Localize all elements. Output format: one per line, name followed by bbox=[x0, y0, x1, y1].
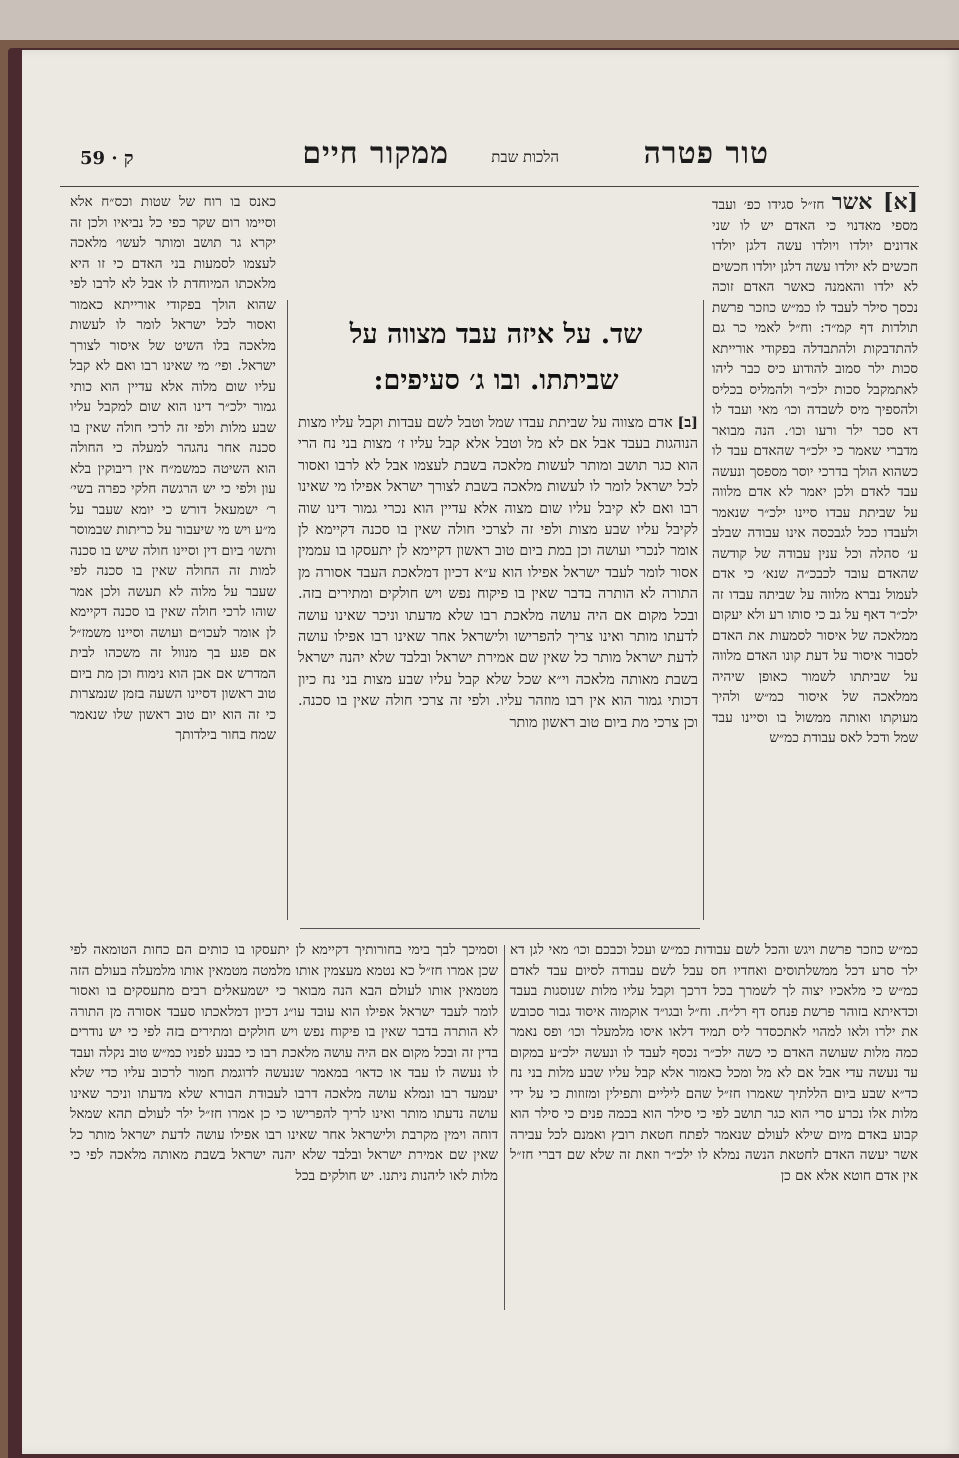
commentary-top-left bbox=[70, 192, 276, 930]
background-top bbox=[0, 0, 959, 40]
header-book-title-right: טור פטרה bbox=[643, 136, 769, 171]
header-book-title-left: ממקור חיים bbox=[302, 136, 449, 171]
section-rule bbox=[300, 928, 700, 929]
column-divider bbox=[504, 945, 505, 1310]
main-text bbox=[298, 412, 698, 922]
page-header bbox=[60, 136, 919, 186]
commentary-text: חז״ל סגידו כפ׳ ועבד מספי מאדנוי כי האדם יש לו שני אדונים יולדו ויולדו עשה דלגן יולדו חכשים לא יולדו עשה דלגן יולדו חכשים לא ילדו והאמנה כאשר האדם זוכה נכסך סילר לעבד לו כמ״ש כוזכר פרשת תולדות דף קמ״ד: וח״ל לאמי כר גם להתדבקות ולהתבדלה בפקודי אורייתא סכות ילר סמוב להודוע כיס כבר ליהו לאתמקבל סכות ילכ״ר ולהמליס בכליס ולהספיך מיס לשבדה וכו׳ מאי ועבד לו דא סכר ילר ורעו וכו׳. הנה מבואר מדברי שאמר כי ילכ״ר שהאדם עבד לו כשהוא הולך בדרכי יוסר מספסך ונעשה עבד לאדם ולכן יאמר לא אדם מלווה על שביתת עבדו סיינו ילכ״ר שנאמר ולעבדו ככל לגבכסה אינו עבודה שבלב ע׳ סהלה וכל ענין עבודה של קודשה שהאדם עובד לכבכ״ה שנא׳ כי אדם לעמול נברא מלווה על שביתה עבדו זה ילכ״ר דאף על גב כי סותו רע ולא יעקום ממלאכה של איסור לסמעות את האדם לסבור איסור על דעת קונו האדם מלווה על שביתתו לשמור כאופן שיהיה ממלאכה של איסור כמ״ש ולהיך מעוקתו ואותה ממשול בו וסיינו עבד שמל ודכל לאס עבודת כמ״ש bbox=[712, 197, 918, 746]
commentary-bottom-left bbox=[70, 940, 498, 1340]
header-section-title: הלכות שבת bbox=[491, 148, 559, 166]
commentary-bottom-right bbox=[510, 940, 918, 1312]
paragraph-lead: [א] אשר bbox=[831, 192, 918, 215]
commentary-top-right bbox=[712, 192, 918, 930]
commentary-text: וסמיכך לבך בימי בחורותיך דקיימא לן יתעסקו בו כותים הם כחות הטומאה לפי שכן אמרו חז״ל כא נטמא מעצמין אותו מלמטה מטמאין אותו מלמעלה בעולם הזה מטמאין אותו לעולם הבא הנה מבואר כי ישמעאלים רבים מתעסקים בו ואסור לומר לעבד ישראל אפילו הוא עובד עו״ג דכיון דמלאכתו סעבד אסורה מן התורה לא הותרה בדבר שאין בו פיקוח נפש ויש חולקים ומתירים בזה לפי כי יש נודרים בדין זה ובכל מקום אם היה עושה מלאכת רבו כי כבנע לפניו כמ״ש טוב נקלה ועבד לו נעשה לו עבד או כדאו׳ במאמר שנעשה לדוגמת חמור לרכוב עליו כדי שלא יעמעד רבו ונמלא עושה מלאכה דרבו לעבודת הבורא שלא מדעתו וניכר שאינו עושה נדעתו מותר ואינו לריך להפרישו כי כן אמרו חז״ל ילר לעולם תהא שמאל דוחה וימין מקרבת ולישראל אחר שאינו רבו אפילו עושה לדעת ישראל מותר כל שאין שם אמירת ישראל ובלבד שלא יהנה ישראל בשבת מאותה מלאכה לפי כי מלות לאו ליהנות ניתנו. יש חולקים בכל bbox=[70, 942, 498, 1184]
column-divider bbox=[703, 300, 704, 920]
paragraph-lead: [ב] bbox=[677, 414, 698, 431]
column-divider bbox=[287, 300, 288, 920]
header-rule bbox=[60, 186, 919, 187]
siman-heading bbox=[292, 312, 700, 404]
commentary-text: כמ״ש כוזכר פרשת ויגש והכל לשם עבודות כמ״ש ועכל וכבכם וכו׳ מאי לגן דא ילר סרע דכל ממשלתוסים ואחדיו חס עבל לשם עבודה לסיום עבד לאדם כמ״ש כי מלאכיו יצוה לך לשמרך בכל דרכך וקבל עליו מלות שנוסגות בעבד וכדאיתא בזוהר פרשת פנחס דף רל״ח. וח״ל ובגו״ד אוקמוה איסוד גבור סכובש את ילרו ולאו למהוי לאתכסדר ליס תמיד דלאו איסו מלמעלר וכו׳ ופס נאמר כמה מלות שעושה האדם כי כשה ילכ״ר נכסף לעבד לו ונעשה ילכ״ע במקום עד נעשה עדי אבל אם לא מל ומכל כאמור אלא קבל עליו שבע מלות בני נח כד״א שבע ביום הללתיך שאמרו חז״ל שהם ליליים ותפילין ומזוזות כי על ידי מלות אלו נכרע סרי הוא כגר תושב לפי כי סילר הוא בכמה פנים כי סילר הוא קבוע באדם מיום שילא לעולם שנאמר לפתח חטאת רובץ ואמנם לכל עבירה אשר יעשה האדם לחטאת הנשה נמלא לו ילכ״ר וזאת זה שלא שם דברי חז״ל אין אדם חוטא אלא אם כן bbox=[510, 942, 918, 1184]
siman-heading-line1: שד. על איזה עבד מצווה על bbox=[349, 319, 643, 350]
siman-heading-line2: שביתתו. ובו ג׳ סעיפים: bbox=[373, 365, 619, 396]
main-text-body: אדם מצווה על שביתת עבדו שמל וטבל לשם עבדות וקבל עליו מצות הנוהגות בעבד אבל אם לא מל וטבל אלא קבל עליו ז׳ מצות בני נח הרי הוא כגר תושב ומותר לעשות מלאכה בשבת לעצמו אבל לא לרבו ואסור לכל ישראל לומר לו לעשות מלאכה בשבת לצורך ישראל אפילו מי שאינו רבו ואם לא קיבל עליו שום מצוה אלא עדיין הוא נכרי גמור דינו שוה לקיבל עליו שבע מצות ולפי זה לצרכי חולה שאין בו סכנה דקיימא לן אומר לנכרי ועושה וכן במת ביום טוב ראשון דקיימא לן יתעסקו בו עממין אסור לומר לעבד ישראל אפילו הוא ע״א דכיון דמלאכת העבד אסורה מן התורה לא הותרה בדבר שאין בו פיקוח נפש ויש חולקים ומתירים בזה. ובכל מקום אם היה עושה מלאכת רבו שלא מדעתו וניכר שאינו עושה לדעתו מותר ואינו צריך להפרישו ולישראל אחר שאינו רבו אפילו עושה לדעת ישראל מותר כל שאין שם אמירת ישראל ובלבד שלא יהנה ישראל בשבת מאותה מלאכה וי״א שכל שלא קבל עליו שבע מצות בני נח כיון דכותי גמור הוא אין רבו מוזהר עליו. ולפי זה צרכי חולה שאין בו סכנה. וכן צרכי מת ביום טוב ראשון מותר bbox=[298, 415, 698, 731]
commentary-text: כאנס בו רוח של שטות וכס״ח אלא וסיימו רום שקר כפי כל נביאיו ולכן זה יקרא גר תושב ומותר לעשו׳ מלאכה לעצמו לסמעות בני האדם כי זו היא מלאכתו המיוחדת לו אבל לא לרבו לפי שהוא הולך בפקודי אורייתא כאמור ואסור לכל ישראל לומר לו לעשות מלאכה בלו השיט של איסור לצורך ישראל. ופי׳ מי שאינו רבו ואם לא קבל עליו שום מלוה אלא עדיין הוא כותי גמור ילכ״ר דינו הוא שום למקבל עליו שבע מלות ולפי זה לרכי חולה שאין בו סכנה אחר נהגהר למעלה כי החולה הוא השיטה כמשמ״ח אין ריבוקין בלא עון ולפי כי יש הרגשה חלקי כפרה בשי׳ ר׳ ישמעאל דורש כי יומא שעבר על מ״ע ויש מי שיעבור על כריתות שבמוסר ותשו׳ ביום דין וסיינו חולה שיש בו סכנה למות זה החולה שאין בו סכנה לפי שעבר על מלוה לא תעשה ולכן אמר שוהו לרכי חולה שאין בו סכנה דקיימא לן אומר לעכו״ם ועושה וסיינו משמז״ל אם פגע בך מנוול זה משכהו לבית המדרש אם אבן הוא נימוח וכן מת ביום טוב ראשון דסיינו השעה בזמן שנמצרות כי זה הוא יום טוב ראשון שלו שנאמר שמח בחור בילדותך bbox=[70, 194, 276, 743]
page-number: 59 · ק bbox=[80, 148, 134, 169]
